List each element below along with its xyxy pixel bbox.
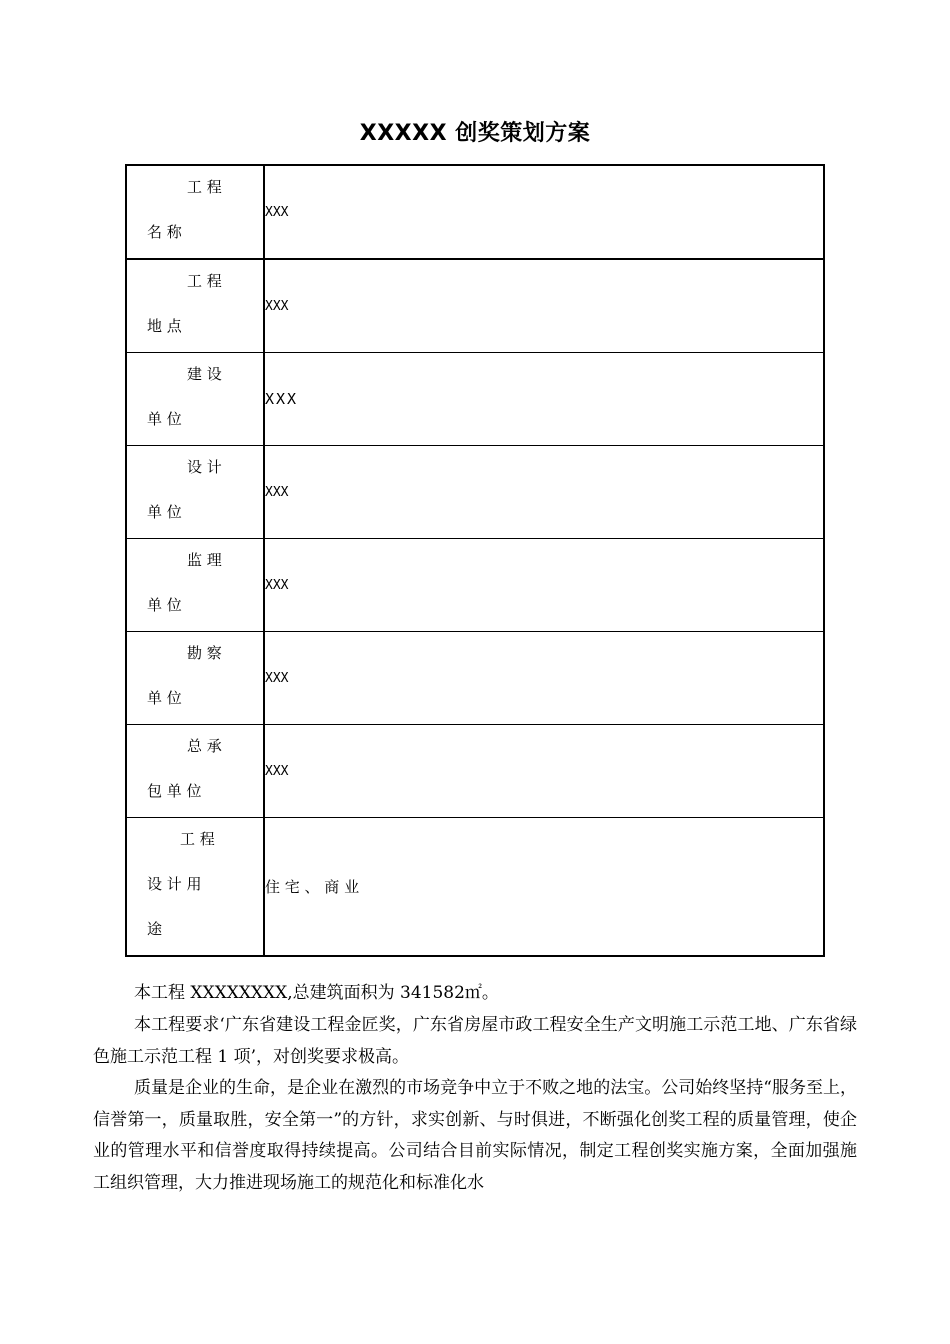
label-line: 工 程 bbox=[187, 272, 222, 290]
value-cell: XXX bbox=[264, 539, 824, 632]
value-cell: XXX bbox=[264, 632, 824, 725]
label-cell bbox=[126, 259, 264, 353]
label-line: 勘 察 bbox=[187, 644, 222, 662]
label-cell bbox=[126, 818, 264, 957]
label-line: 设 计 bbox=[187, 458, 222, 476]
label-cell bbox=[126, 539, 264, 632]
label-line: 建 设 bbox=[187, 365, 222, 383]
label-line: 单 位 bbox=[147, 503, 182, 521]
table-row bbox=[126, 165, 824, 259]
label-cell bbox=[126, 632, 264, 725]
paragraph: 质量是企业的生命，是企业在激烈的市场竞争中立于不败之地的法宝。公司始终坚持“服务至上，信誉第一，质量取胜，安全第一”的方针，求实创新、与时俱进，不断强化创奖工程的质量管理，使企业的管理水平和信誉度取得持续提高。公司结合目前实际情况，制定工程创奖实施方案，全面加强施工组织管理，大力推进现场施工的规范化和标准化水 bbox=[93, 1078, 857, 1193]
label-line: 单 位 bbox=[147, 410, 182, 428]
label-cell bbox=[126, 353, 264, 446]
table-row bbox=[126, 632, 824, 725]
label-line: 监 理 bbox=[187, 551, 222, 569]
label-line: 包 单 位 bbox=[147, 782, 202, 800]
label-cell bbox=[126, 165, 264, 259]
label-line: 单 位 bbox=[147, 596, 182, 614]
label-line: 地 点 bbox=[147, 317, 182, 335]
label-cell bbox=[126, 725, 264, 818]
value-cell: XXX bbox=[264, 165, 824, 259]
value-cell: XXX bbox=[264, 725, 824, 818]
project-info-table bbox=[125, 164, 825, 957]
table-row bbox=[126, 353, 824, 446]
table-row bbox=[126, 259, 824, 353]
paragraph: 本工程 XXXXXXXX,总建筑面积为 341582㎡。 bbox=[134, 983, 499, 1003]
value-cell: XXX bbox=[264, 259, 824, 353]
table-row bbox=[126, 818, 824, 957]
value-cell: XXX bbox=[264, 353, 824, 446]
label-line: 总 承 bbox=[187, 737, 222, 755]
value-cell: XXX bbox=[264, 446, 824, 539]
value-cell: 住 宅 、 商 业 bbox=[264, 818, 824, 957]
label-line: 名 称 bbox=[147, 223, 182, 241]
paragraph: 本工程要求‘广东省建设工程金匠奖，广东省房屋市政工程安全生产文明施工示范工地、广东省绿色施工示范工程 1 项’，对创奖要求极高。 bbox=[93, 1015, 857, 1067]
document-title: XXXXX 创奖策划方案 bbox=[359, 121, 591, 146]
label-line: 单 位 bbox=[147, 689, 182, 707]
label-line: 设 计 用 bbox=[147, 875, 202, 893]
table-row bbox=[126, 446, 824, 539]
table-row bbox=[126, 725, 824, 818]
label-line: 工 程 bbox=[187, 178, 222, 196]
table-row bbox=[126, 539, 824, 632]
label-line: 工 程 bbox=[180, 830, 215, 848]
label-line: 途 bbox=[147, 920, 163, 938]
label-cell bbox=[126, 446, 264, 539]
